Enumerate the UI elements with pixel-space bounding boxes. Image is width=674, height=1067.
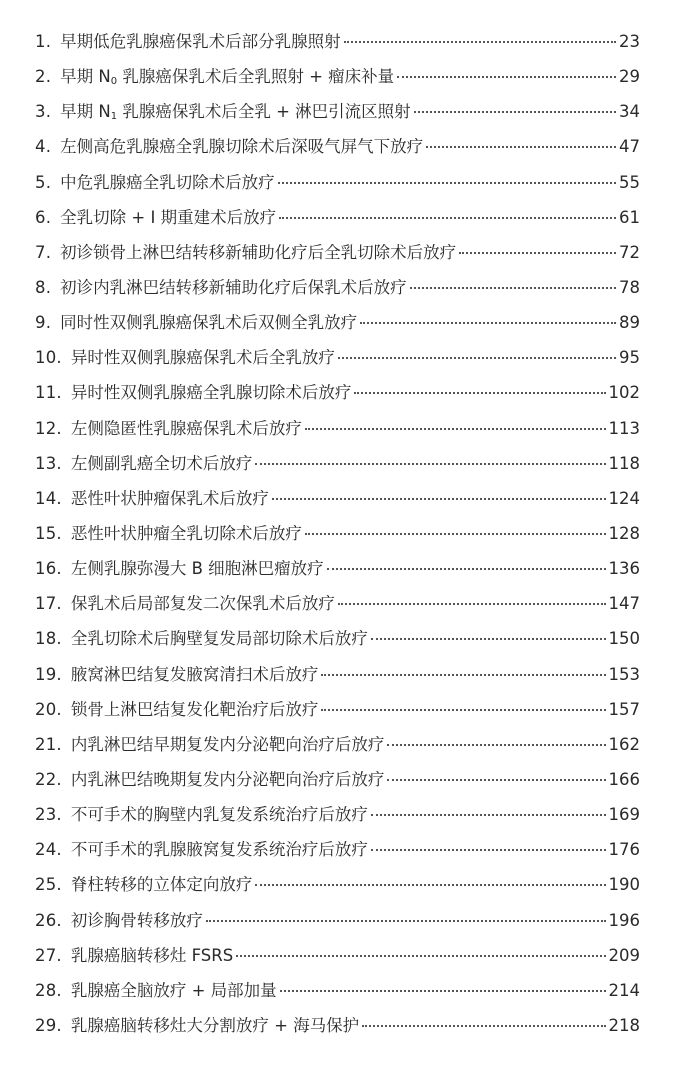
toc-entry[interactable] xyxy=(0,832,674,867)
toc-entry-title-text: 脊柱转移的立体定向放疗 xyxy=(70,875,253,895)
toc-entry[interactable] xyxy=(0,481,674,516)
toc-entry-page-number: 166 xyxy=(608,769,640,789)
toc-entry-title xyxy=(71,375,352,410)
toc-dot-leader xyxy=(327,567,606,570)
toc-entry-title xyxy=(60,59,394,94)
toc-entry-title xyxy=(71,692,319,727)
toc-entry-page-number: 147 xyxy=(608,594,640,614)
toc-entry-number: 26. xyxy=(35,910,62,930)
toc-entry-title xyxy=(60,235,456,270)
toc-entry-title xyxy=(71,1008,359,1043)
toc-entry-page-number: 153 xyxy=(608,664,640,684)
toc-entry[interactable] xyxy=(0,411,674,446)
toc-entry-page-number: 29 xyxy=(619,67,640,87)
toc-entry-title xyxy=(71,832,368,867)
toc-entry-number: 6. xyxy=(35,207,52,227)
toc-entry-title xyxy=(71,797,368,832)
toc-dot-leader xyxy=(387,743,605,746)
toc-entry-page-number: 102 xyxy=(608,383,640,403)
toc-entry-number: 24. xyxy=(35,840,62,860)
toc-entry-title xyxy=(71,867,253,902)
toc-dot-leader xyxy=(321,708,605,711)
toc-entry[interactable] xyxy=(0,305,674,340)
table-of-contents xyxy=(0,24,674,1043)
toc-entry[interactable] xyxy=(0,903,674,938)
toc-entry-page-number: 55 xyxy=(619,172,640,192)
toc-dot-leader xyxy=(414,110,616,113)
toc-dot-leader xyxy=(360,321,616,324)
toc-entry-number: 17. xyxy=(35,594,62,614)
toc-entry[interactable] xyxy=(0,762,674,797)
toc-entry[interactable] xyxy=(0,973,674,1008)
toc-entry[interactable] xyxy=(0,375,674,410)
toc-entry-page-number: 61 xyxy=(619,207,640,227)
toc-entry-number: 18. xyxy=(35,629,62,649)
toc-dot-leader xyxy=(305,532,606,535)
toc-entry-title-subscript: 1 xyxy=(110,111,118,123)
toc-entry-title xyxy=(71,973,277,1008)
toc-entry[interactable] xyxy=(0,551,674,586)
toc-entry-page-number: 113 xyxy=(608,418,640,438)
toc-entry[interactable] xyxy=(0,586,674,621)
toc-entry-number: 5. xyxy=(35,172,52,192)
toc-entry-title-text: 不可手术的胸壁内乳复发系统治疗后放疗 xyxy=(70,805,368,825)
toc-entry-number: 23. xyxy=(35,805,62,825)
toc-entry-title-text: 早期低危乳腺癌保乳术后部分乳腺照射 xyxy=(60,32,341,51)
toc-entry-title-text: 左侧副乳癌全切术后放疗 xyxy=(70,453,253,473)
toc-entry-title xyxy=(60,305,357,340)
toc-entry-title xyxy=(60,270,407,305)
toc-entry-title xyxy=(71,657,319,692)
toc-entry-number: 13. xyxy=(35,453,62,473)
toc-entry-title-text: 恶性叶状肿瘤全乳切除术后放疗 xyxy=(70,523,302,543)
toc-entry-number: 10. xyxy=(35,348,62,368)
toc-entry-page-number: 95 xyxy=(619,348,640,368)
toc-entry-title xyxy=(71,586,335,621)
toc-entry-page-number: 190 xyxy=(608,875,640,895)
toc-entry-number: 29. xyxy=(35,1015,62,1035)
toc-entry-title-text: 中危乳腺癌全乳切除术后放疗 xyxy=(60,172,275,192)
toc-dot-leader xyxy=(371,848,606,851)
toc-dot-leader xyxy=(397,75,616,78)
toc-entry-page-number: 196 xyxy=(608,910,640,930)
toc-dot-leader xyxy=(459,251,616,254)
toc-entry-title-text: 左侧隐匿性乳腺癌保乳术后放疗 xyxy=(70,418,302,438)
toc-entry-title xyxy=(60,129,423,164)
toc-entry-title xyxy=(60,24,341,59)
toc-entry[interactable] xyxy=(0,129,674,164)
toc-entry-title-text: 同时性双侧乳腺癌保乳术后双侧全乳放疗 xyxy=(60,313,358,333)
toc-dot-leader xyxy=(206,919,606,922)
toc-dot-leader xyxy=(255,883,605,886)
toc-dot-leader xyxy=(426,145,616,148)
toc-entry-number: 19. xyxy=(35,664,62,684)
toc-entry-title-text: 乳腺癌脑转移灶 FSRS xyxy=(70,945,234,965)
toc-entry-number: 21. xyxy=(35,734,62,754)
toc-entry[interactable] xyxy=(0,727,674,762)
toc-entry-page-number: 78 xyxy=(619,277,640,297)
toc-entry-page-number: 118 xyxy=(608,453,640,473)
toc-entry[interactable] xyxy=(0,59,674,94)
toc-entry-number: 12. xyxy=(35,418,62,438)
toc-entry-page-number: 218 xyxy=(608,1015,640,1035)
toc-dot-leader xyxy=(236,954,605,957)
toc-dot-leader xyxy=(338,602,606,605)
toc-entry-number: 3. xyxy=(35,102,52,122)
toc-entry-number: 15. xyxy=(35,523,62,543)
toc-entry-page-number: 47 xyxy=(619,137,640,157)
toc-dot-leader xyxy=(371,637,606,640)
toc-entry[interactable] xyxy=(0,867,674,902)
toc-entry-number: 8. xyxy=(35,277,52,297)
toc-entry[interactable] xyxy=(0,692,674,727)
toc-entry-page-number: 169 xyxy=(608,805,640,825)
toc-entry-number: 20. xyxy=(35,699,62,719)
toc-dot-leader xyxy=(371,813,606,816)
toc-entry-number: 14. xyxy=(35,488,62,508)
toc-entry-title-text: 异时性双侧乳腺癌全乳腺切除术后放疗 xyxy=(70,383,352,403)
toc-entry[interactable] xyxy=(0,94,674,129)
toc-entry-number: 2. xyxy=(35,67,52,87)
toc-entry-page-number: 136 xyxy=(608,559,640,579)
toc-entry-title xyxy=(60,200,276,235)
toc-dot-leader xyxy=(362,1024,605,1027)
toc-entry[interactable] xyxy=(0,797,674,832)
toc-entry-number: 9. xyxy=(35,313,52,333)
toc-entry-page-number: 162 xyxy=(608,734,640,754)
toc-entry-page-number: 214 xyxy=(608,980,640,1000)
toc-dot-leader xyxy=(354,391,605,394)
toc-entry[interactable] xyxy=(0,340,674,375)
toc-entry[interactable] xyxy=(0,938,674,973)
toc-dot-leader xyxy=(344,40,616,43)
toc-entry-title xyxy=(71,411,302,446)
toc-entry-title-text: 保乳术后局部复发二次保乳术后放疗 xyxy=(70,594,335,614)
toc-entry-title-text: 恶性叶状肿瘤保乳术后放疗 xyxy=(70,488,269,508)
toc-entry[interactable] xyxy=(0,657,674,692)
toc-entry-title-text: 异时性双侧乳腺癌保乳术后全乳放疗 xyxy=(70,348,335,368)
toc-dot-leader xyxy=(278,181,616,184)
toc-dot-leader xyxy=(279,216,616,219)
toc-entry-title-text: 锁骨上淋巴结复发化靶治疗后放疗 xyxy=(70,699,319,719)
toc-entry-number: 11. xyxy=(35,383,62,403)
toc-entry-title-text: 乳腺癌全脑放疗 + 局部加量 xyxy=(70,980,277,1000)
toc-dot-leader xyxy=(272,497,606,500)
toc-entry-page-number: 34 xyxy=(619,102,640,122)
toc-entry-title-text-continued: 乳腺癌保乳术后全乳 + 淋巴引流区照射 xyxy=(117,102,411,122)
toc-entry-title-text: 乳腺癌脑转移灶大分割放疗 + 海马保护 xyxy=(70,1015,360,1035)
toc-entry-number: 16. xyxy=(35,559,62,579)
toc-entry[interactable] xyxy=(0,621,674,656)
toc-dot-leader xyxy=(255,462,605,465)
toc-entry-title-text: 左侧高危乳腺癌全乳腺切除术后深吸气屏气下放疗 xyxy=(60,137,424,157)
toc-entry-title-text: 左侧乳腺弥漫大 B 细胞淋巴瘤放疗 xyxy=(70,559,324,579)
toc-entry-title-text: 全乳切除术后胸壁复发局部切除术后放疗 xyxy=(70,629,368,649)
toc-entry-number: 28. xyxy=(35,980,62,1000)
toc-entry-title-text: 内乳淋巴结早期复发内分泌靶向治疗后放疗 xyxy=(70,734,385,754)
toc-entry-title-text: 早期 N xyxy=(60,102,111,122)
toc-entry-title-text: 初诊锁骨上淋巴结转移新辅助化疗后全乳切除术后放疗 xyxy=(60,242,457,262)
toc-entry-page-number: 128 xyxy=(608,523,640,543)
toc-dot-leader xyxy=(338,356,616,359)
toc-entry-page-number: 72 xyxy=(619,242,640,262)
toc-entry-title xyxy=(71,903,203,938)
toc-entry-page-number: 150 xyxy=(608,629,640,649)
toc-dot-leader xyxy=(280,989,606,992)
toc-entry-title-subscript: 0 xyxy=(110,76,118,88)
toc-entry[interactable] xyxy=(0,24,674,59)
toc-entry-number: 1. xyxy=(35,32,52,51)
toc-entry-page-number: 89 xyxy=(619,313,640,333)
toc-dot-leader xyxy=(305,427,606,430)
toc-entry-title-text: 内乳淋巴结晚期复发内分泌靶向治疗后放疗 xyxy=(70,769,385,789)
toc-entry-title-text: 全乳切除 + I 期重建术后放疗 xyxy=(60,207,277,227)
toc-entry-number: 25. xyxy=(35,875,62,895)
toc-entry-title-text: 早期 N xyxy=(60,67,111,87)
toc-entry-title xyxy=(71,551,324,586)
toc-entry-title xyxy=(71,727,385,762)
toc-entry[interactable] xyxy=(0,446,674,481)
toc-entry-title xyxy=(60,94,411,129)
toc-entry-title-text: 不可手术的乳腺腋窝复发系统治疗后放疗 xyxy=(70,840,368,860)
toc-entry[interactable] xyxy=(0,165,674,200)
toc-entry-page-number: 209 xyxy=(608,945,640,965)
toc-entry-title xyxy=(60,165,275,200)
toc-entry[interactable] xyxy=(0,1008,674,1043)
toc-entry-title-text: 初诊内乳淋巴结转移新辅助化疗后保乳术后放疗 xyxy=(60,277,407,297)
toc-entry-title-text: 初诊胸骨转移放疗 xyxy=(70,910,203,930)
toc-entry-title xyxy=(71,938,233,973)
toc-entry-number: 22. xyxy=(35,769,62,789)
toc-entry-title xyxy=(71,481,269,516)
toc-entry-page-number: 157 xyxy=(608,699,640,719)
toc-entry-title xyxy=(71,516,302,551)
toc-entry-number: 27. xyxy=(35,945,62,965)
toc-entry[interactable] xyxy=(0,235,674,270)
toc-entry-title xyxy=(71,621,368,656)
toc-dot-leader xyxy=(321,673,605,676)
toc-entry-number: 7. xyxy=(35,242,52,262)
toc-entry-title xyxy=(71,340,335,375)
toc-entry-page-number: 124 xyxy=(608,488,640,508)
toc-entry-title xyxy=(71,762,385,797)
toc-entry[interactable] xyxy=(0,200,674,235)
toc-entry-title-text-continued: 乳腺癌保乳术后全乳照射 + 瘤床补量 xyxy=(117,67,395,87)
toc-entry[interactable] xyxy=(0,516,674,551)
toc-entry-title xyxy=(71,446,253,481)
toc-entry-title-text: 腋窝淋巴结复发腋窝清扫术后放疗 xyxy=(70,664,319,684)
toc-dot-leader xyxy=(410,286,616,289)
toc-entry-page-number: 176 xyxy=(608,840,640,860)
toc-entry-number: 4. xyxy=(35,137,52,157)
toc-dot-leader xyxy=(387,778,605,781)
toc-entry[interactable] xyxy=(0,270,674,305)
toc-entry-page-number: 23 xyxy=(619,32,640,51)
